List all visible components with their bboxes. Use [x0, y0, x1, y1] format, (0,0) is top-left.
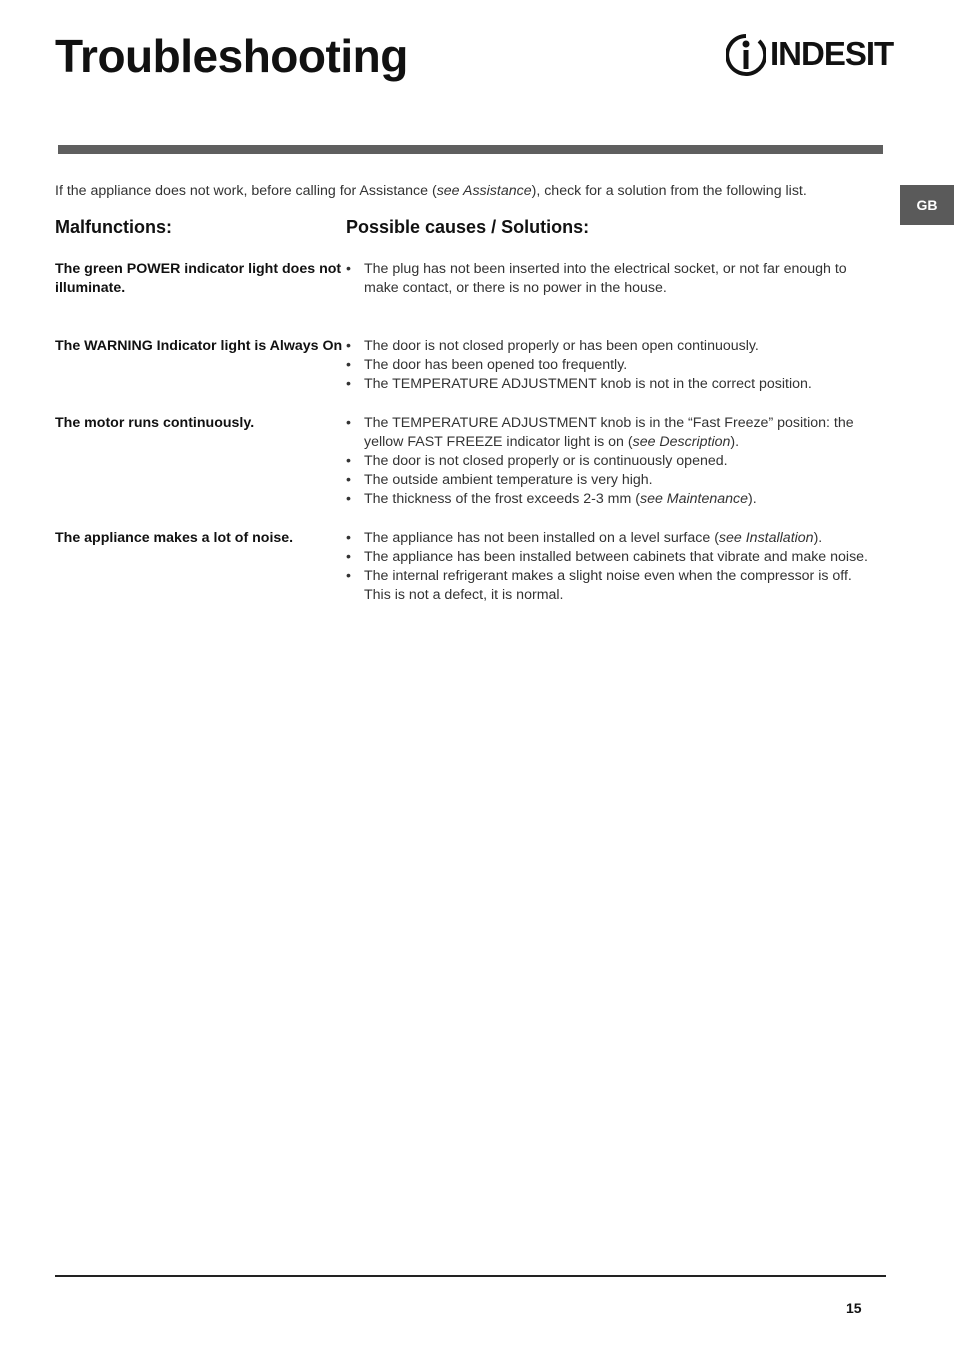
solution-item: • The outside ambient temperature is very high.	[346, 471, 881, 490]
solution-item: • The door is not closed properly or has been open continuously.	[346, 337, 881, 356]
solutions-noise	[346, 529, 881, 605]
page-title: Troubleshooting	[55, 30, 408, 82]
title-divider	[58, 145, 883, 154]
solution-item: • The plug has not been inserted into the electrical socket, or not far enough to make contact, or there is no power in the house.	[346, 260, 881, 298]
solution-item: • The TEMPERATURE ADJUSTMENT knob is not in the correct position.	[346, 375, 881, 394]
indesit-i-icon	[726, 33, 766, 77]
solution-item: • The door is not closed properly or is continuously opened.	[346, 452, 881, 471]
brand-name: INDESIT	[770, 35, 894, 72]
solution-item: • The door has been opened too frequently.	[346, 356, 881, 375]
malfunction-power-light: The green POWER indicator light does not illuminate.	[55, 261, 342, 296]
solution-item: • The internal refrigerant makes a slight noise even when the compressor is off. This is not a defect, it is normal.	[346, 567, 881, 605]
solution-item: • The thickness of the frost exceeds 2-3 mm (see Maintenance).	[346, 490, 881, 509]
solutions-power-light	[346, 260, 881, 298]
malfunction-warning-light: The WARNING Indicator light is Always On	[55, 338, 343, 354]
solution-item: • The appliance has not been installed on a level surface (see Installation).	[346, 529, 881, 548]
solution-item: • The appliance has been installed between cabinets that vibrate and make noise.	[346, 548, 881, 567]
intro-reference: see Assistance	[436, 183, 532, 199]
malfunctions-header: Malfunctions:	[55, 217, 172, 237]
footer-divider	[55, 1275, 886, 1277]
solution-item: • The TEMPERATURE ADJUSTMENT knob is in the “Fast Freeze” position: the yellow FAST FREEZE indicator light is on (see Description).	[346, 414, 881, 452]
solutions-warning-light	[346, 337, 881, 394]
solutions-motor	[346, 414, 881, 509]
language-tab[interactable]: GB	[900, 185, 954, 225]
intro-text: If the appliance does not work, before calling for Assistance (see Assistance), check for a solution from the following list.	[55, 183, 807, 199]
page-number: 15	[846, 1300, 862, 1316]
malfunction-motor: The motor runs continuously.	[55, 415, 255, 431]
solutions-header: Possible causes / Solutions:	[346, 217, 590, 237]
malfunction-noise: The appliance makes a lot of noise.	[55, 530, 294, 546]
indesit-logo	[726, 33, 894, 77]
